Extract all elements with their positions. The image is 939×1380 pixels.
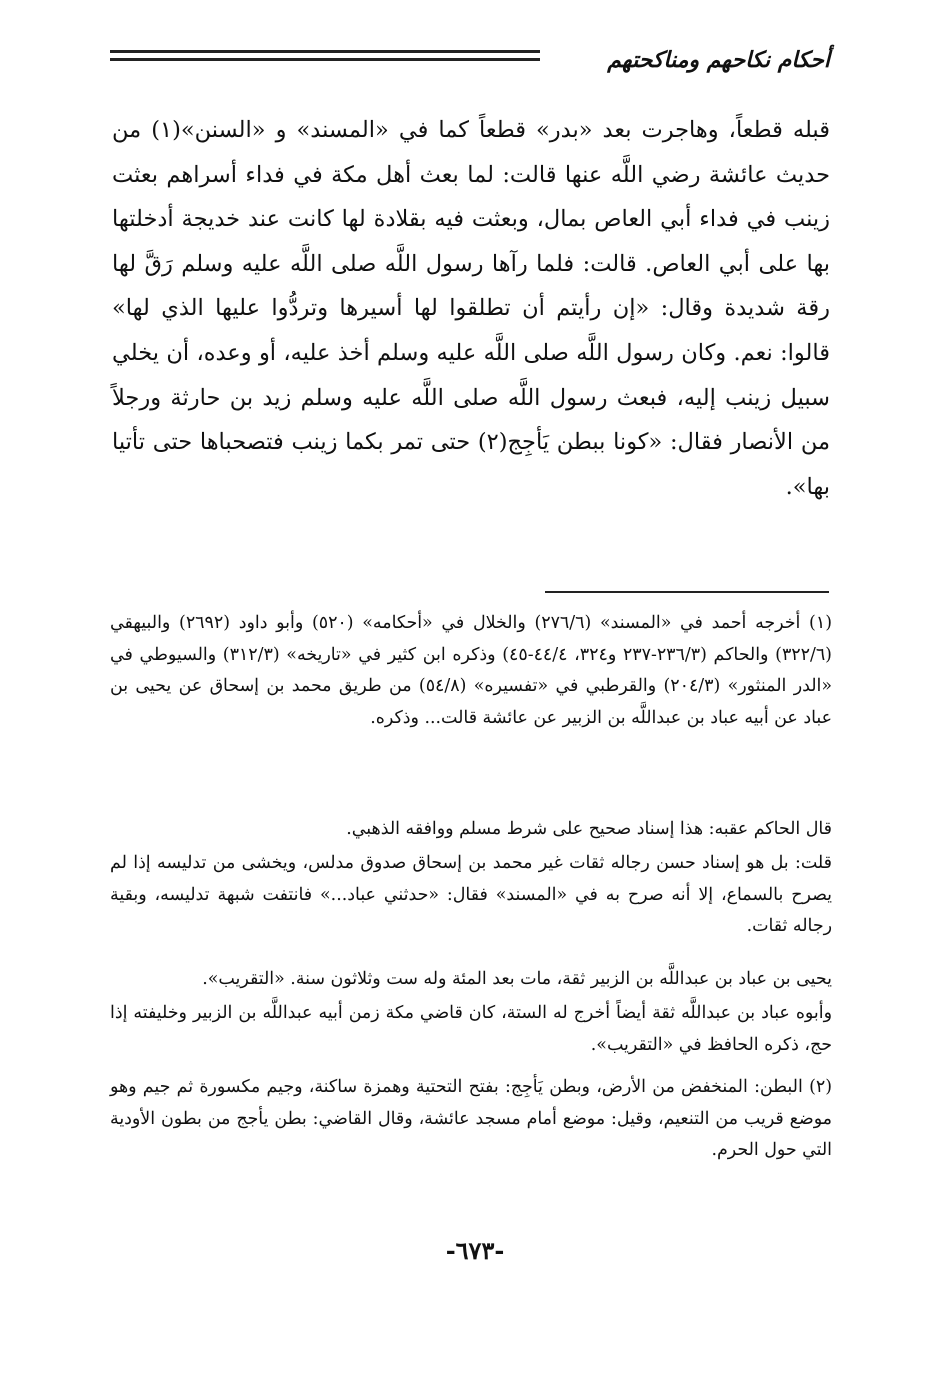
footnotes	[110, 608, 832, 1167]
footnote-1: (١) أخرجه أحمد في «المسند» (٢٧٦/٦) والخلال في «أحكامه» (٥٢٠) وأبو داود (٢٦٩٢) والبيهقي (٣٢٢/٦) والحاكم (٢٣٦/٣-٢٣٧ و٣٢٤، ٤٤/٤-٤٥) وذكره ابن كثير في «تاريخه» (٣١٢/٣) والسيوطي في «الدر المنثور» (٢٠٤/٣) والقرطبي في «تفسيره» (٥٤/٨) من طريق محمد بن إسحاق عن يحيى بن عباد عن أبيه عباد بن عبداللَّه بن الزبير عن عائشة قالت... وذكره.	[110, 613, 832, 728]
main-paragraph: قبله قطعاً، وهاجرت بعد «بدر» قطعاً كما في «المسند» و «السنن»(١) من حديث عائشة رضي اللَّه عنها قالت: لما بعث أهل مكة في فداء أسراهم بعثت زينب في فداء أبي العاص بمال، وبعثت فيه بقلادة لها كانت عند خديجة أدخلتها بها على أبي العاص. قالت: فلما رآها رسول اللَّه صلى اللَّه عليه وسلم رَقَّ لها رقة شديدة وقال: «إن رأيتم أن تطلقوا لها أسيرها وتردُّوا عليها الذي لها» قالوا: نعم. وكان رسول اللَّه صلى اللَّه عليه وسلم أخذ عليه، أو وعده، أن يخلي سبيل زينب إليه، فبعث رسول اللَّه صلى اللَّه عليه وسلم زيد بن حارثة ورجلاً من الأنصار فقال: «كونا ببطن يَأجِج(٢) حتى تمر بكما زينب فتصحباها حتى تأتيا بها».	[112, 117, 831, 500]
footnote-separator	[545, 591, 829, 593]
header-rule	[110, 50, 540, 66]
footnote-narrator-yahya: يحيى بن عباد بن عبداللَّه بن الزبير ثقة، مات بعد المئة وله ست وثلاثون سنة. «التقريب».	[202, 969, 832, 989]
footnote-narrator-abbad: وأبوه عباد بن عبداللَّه ثقة أيضاً أخرج له الستة، كان قاضي مكة زمن أبيه عبداللَّه بن الزبير وخليفته إذا حج، ذكره الحافظ في «التقريب».	[110, 1003, 832, 1055]
page-number: -٦٧٣-	[445, 1236, 505, 1265]
footnote-2: (٢) البطن: المنخفض من الأرض، وبطن يَأجِج: بفتح التحتية وهمزة ساكنة، وجيم مكسورة ثم جيم وهو موضع قريب من التنعيم، وقيل: موضع أمام مسجد عائشة، وقال القاضي: بطن يأجج من بطون الأودية التي حول الحرم.	[110, 1077, 832, 1160]
running-header	[110, 40, 830, 80]
header-title: أحكام نكاحهم ومناكحتهم	[607, 47, 830, 73]
main-text	[112, 108, 830, 509]
footnote-author-comment: قلت: بل هو إسناد حسن رجاله ثقات غير محمد بن إسحاق صدوق مدلس، ويخشى من تدليسه إذا لم يصرح بالسماع، إلا أنه صرح به في «المسند» فقال: «حدثني عباد...» فانتفت شبهة تدليسه، وبقية رجاله ثقات.	[110, 853, 832, 936]
footnote-hakim-comment: قال الحاكم عقبه: هذا إسناد صحيح على شرط مسلم ووافقه الذهبي.	[346, 819, 832, 839]
